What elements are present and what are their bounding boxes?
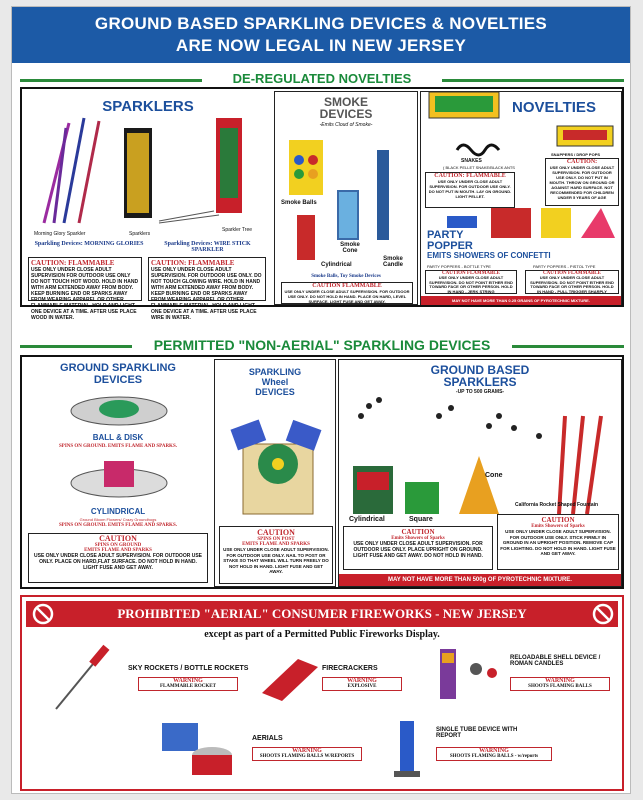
pp-caution-right <box>525 270 619 294</box>
reloadable-warning <box>510 677 610 691</box>
caution-title: CAUTION FLAMMABLE <box>543 271 601 276</box>
prohibited-title: PROHIBITED "AERIAL" CONSUMER FIREWORKS - NEW JERSEY <box>117 606 527 621</box>
firecrackers-warning <box>322 677 402 691</box>
party-sub: EMITS SHOWERS OF CONFETTI <box>427 251 551 260</box>
banner-line-2: ARE NOW LEGAL IN NEW JERSEY <box>175 36 467 55</box>
wheel-heading-3: DEVICES <box>255 387 295 397</box>
caution-title: CAUTION FLAMMABLE <box>442 271 500 276</box>
caution-sub: Emits Showers of Sparks <box>391 536 445 541</box>
wheel-panel <box>214 359 336 587</box>
no-sign-icon-left <box>32 603 54 625</box>
sparkler-label-morning: Morning Glory Sparkler <box>34 231 86 237</box>
single-tube-warning <box>436 747 552 761</box>
reloadable-label: RELOADABLE SHELL DEVICE / ROMAN CANDLES <box>510 655 601 667</box>
prohibited-section <box>20 595 624 791</box>
warning-title: WARNING <box>173 678 203 684</box>
sparkler-label-tree: Sparkler Tree <box>222 227 253 233</box>
gbs-heading-2: SPARKLERS <box>443 375 517 389</box>
caution-text: USE ONLY UNDER CLOSE ADULT SUPERVISION. FOR OUTDOOR USE ONLY. STICK FIRMLY IN GROUND IN AN UPRIGHT POSITION. REMOVE CAP FOR LIGHTING. DO NOT HOLD IN HAND. LIGHT FUSE AND GET AWAY. <box>500 529 616 556</box>
aerials-illustration <box>158 719 238 779</box>
warning-title: WARNING <box>347 678 377 684</box>
title-banner <box>12 7 630 63</box>
wheel-caution <box>219 526 333 584</box>
firecracker-illustration <box>258 653 322 703</box>
caution-text: USE ONLY UNDER CLOSE ADULT SUPERVISION FOR OUTDOOR USE ONLY DO NOT TOUCH HOT WOOD. HOLD IN HAND WITH ARM EXTENDED AWAY FROM BODY. KEEP BURNING END OR SPARKS AWAY FROM WEARING APPAREL OR OTHER FLAMMABLE MATERIAL. HOLD AND LIGHT ONE DEVICE AT A TIME. AFTER USE PLACE WOOD IN WATER. <box>31 267 139 321</box>
smoke-heading-1: SMOKE <box>323 95 368 109</box>
smoke-label-cone: Smoke Cone <box>340 242 360 254</box>
firecrackers-label: FIRECRACKERS <box>322 665 378 672</box>
caution-title: CAUTION: FLAMMABLE <box>151 259 235 267</box>
prohibited-sub: except as part of a Permitted Public Fireworks Display. <box>204 629 440 640</box>
sparkler-sub-right: Sparkling Devices: WIRE STICK SPARKLER <box>164 241 251 253</box>
gbs-illustration <box>339 396 623 516</box>
wheel-illustration <box>223 404 331 524</box>
no-sign-icon-right <box>592 603 614 625</box>
ground-heading-1: GROUND SPARKLING <box>60 362 176 374</box>
smoke-panel <box>274 91 418 305</box>
warning-text: FLAMMABLE ROCKET <box>160 684 216 689</box>
party-popper-illustration <box>441 202 621 242</box>
cyl-sub-2: SPINS ON GROUND. EMITS FLAME AND SPARKS. <box>59 523 177 528</box>
smoke-label-cylindrical: Cylindrical <box>321 262 352 268</box>
caution-title: CAUTION <box>401 528 435 536</box>
gbs-heading-1: GROUND BASED <box>430 363 530 377</box>
cyl-sub-1: Ground Bloom Flowers/ Crazy Groundhogs <box>79 517 157 522</box>
sparklers-heading: SPARKLERS <box>102 98 194 115</box>
warning-text: EXPLOSIVE <box>347 684 377 689</box>
wheel-heading-2: Wheel <box>261 377 289 387</box>
pp-left-label: PARTY POPPERS - BOTTLE TYPE <box>427 264 491 269</box>
dereg-section <box>20 87 624 321</box>
warning-text: SHOOTS FLAMING BALLS <box>528 684 592 689</box>
caution-title: CAUTION: <box>566 159 598 165</box>
novelties-panel <box>420 91 622 305</box>
sparkler-caution-right <box>148 257 266 321</box>
dereg-title: DE-REGULATED NOVELTIES <box>202 71 442 86</box>
novelties-heading: NOVELTIES <box>512 99 596 116</box>
warning-title: WARNING <box>545 678 575 684</box>
smoke-label-balls: Smoke Balls <box>281 200 317 206</box>
caution-title: CAUTION: FLAMMABLE <box>434 173 506 179</box>
sparklers-illustration <box>24 113 272 228</box>
permitted-title: PERMITTED "NON-AERIAL" SPARKLING DEVICES <box>132 337 512 353</box>
caution-text: USE ONLY UNDER CLOSE ADULT SUPERVISION. FOR OUTDOOR USE ONLY. DO NOT TOUCH GLOWING WIRE. HOLD IN HAND WITH ARM EXTENDED AWAY FROM BODY. KEEP BURNING END OR SPARKS AWAY FROM WEARING APPAREL OR OTHER FLAMMABLE MATERIAL. HOLD AND LIGHT ONE DEVICE AT A TIME. AFTER USE PLACE WIRE IN WATER. <box>151 267 262 321</box>
warning-title: WARNING <box>292 748 322 754</box>
sky-rocket-illustration <box>52 643 122 713</box>
snakes-label: SNAKES <box>461 158 482 164</box>
pp-right-label: PARTY POPPERS - PISTOL TYPE <box>533 264 596 269</box>
smoke-heading-2: DEVICES <box>319 107 373 121</box>
caution-title: CAUTION FLAMMABLE <box>312 283 382 289</box>
caution-sub: Emits Showers of Sparks <box>531 524 585 529</box>
caution-text: USE ONLY UNDER CLOSE ADULT SUPERVISION. FOR OUTDOOR USE ONLY. PLACE UPRIGHT ON GROUND. LIGHT FUSE AND GET AWAY. DO NOT HOLD IN HAND. <box>353 541 483 559</box>
caution-title: CAUTION: FLAMMABLE <box>31 259 115 267</box>
ball-sub: SPINS ON GROUND. EMITS FLAME AND SPARKS. <box>59 444 177 449</box>
caution-title: CAUTION <box>257 528 295 537</box>
pp-caution-left <box>425 270 517 294</box>
ground-caution <box>28 533 208 583</box>
sparkler-caution-left <box>28 257 142 321</box>
ground-panel <box>24 359 212 587</box>
caution-text: USE ONLY UNDER CLOSE ADULT SUPERVISION. FOR OUTDOOR USE ONLY. DO NOT HOLD IN HAND. PLACE ON HARD, LEVEL SURFACE. LIGHT FUSE AND GET AWAY. <box>284 289 410 304</box>
ground-heading-2: DEVICES <box>93 374 143 386</box>
single-tube-illustration <box>388 717 428 781</box>
permitted-section <box>20 355 624 589</box>
caution-text: USE ONLY UNDER CLOSE ADULT SUPERVISION. FOR OUTDOOR USE ONLY. DO NOT PUT IN MOUTH. LAY ON GROUND. LIGHT PELLET. <box>428 179 512 199</box>
caution-text: USE ONLY UNDER CLOSE ADULT SUPERVISION. FOR OUTDOOR USE ONLY. PLACE ON HARD,FLAT SURFACE. DO NOT HOLD IN HAND. LIGHT FUSE AND GET AWAY. <box>34 553 202 571</box>
warning-text: SHOOTS FLAMING BALLS W/REPORTS <box>259 754 355 759</box>
reloadable-illustration <box>436 643 506 703</box>
sparkler-label-sparklers: Sparklers <box>129 231 151 237</box>
sky-rockets-warning <box>138 677 238 691</box>
caution-text: USE ONLY UNDER CLOSE ADULT SUPERVISION. FOR OUTDOOR USE ONLY. DO NOT PUT IN MOUTH. THROW ON GROUND OR AGAINST HARD SURFACE. NOT RECOMMENDED FOR CHILDREN UNDER 5 YEARS OF AGE <box>549 165 615 200</box>
party-heading-1: PARTY <box>427 229 464 241</box>
cyl-label: CYLINDRICAL <box>90 507 146 516</box>
caution-text: USE ONLY UNDER CLOSE ADULT SUPERVISION. DO NOT POINT EITHER END TOWARD FACE OR OTHER PERSON. HOLD IN HAND - JERK STRING <box>429 275 513 294</box>
gbs-sub: -UP TO 500 GRAMS- <box>455 389 505 395</box>
prohibited-bar <box>26 601 618 627</box>
novelties-footer: MAY NOT HAVE MORE THAN 0.25 GRAINS OF PYROTECHNIC MIXTURE. <box>421 296 621 305</box>
snappers-label: SNAPPERS / DROP POPS <box>551 152 601 157</box>
warning-title: WARNING <box>479 748 509 754</box>
poster <box>11 6 631 794</box>
caution-title: CAUTION <box>99 534 137 543</box>
banner-line-1: GROUND BASED SPARKLING DEVICES & NOVELTIES <box>94 14 548 33</box>
caution-sub: SPINS ON POST <box>257 537 295 542</box>
aerials-warning <box>252 747 362 761</box>
ball-label: BALL & DISK <box>92 433 144 442</box>
snappers-caution <box>545 158 619 206</box>
gbs-label-square: Square <box>409 516 433 523</box>
gbs-label-california: California Rocket Shaped Fountain <box>515 502 599 508</box>
smoke-footer: Smoke Balls, Toy Smoke Devices <box>311 274 381 279</box>
gbs-label-cone: Cone <box>485 472 503 479</box>
gbs-footer: MAY NOT HAVE MORE THAN 500g OF PYROTECHNIC MIXTURE. <box>339 574 621 586</box>
caution-text: USE ONLY UNDER CLOSE ADULT SUPERVISION. DO NOT POINT EITHER END TOWARD FACE OR OTHER PERSON. HOLD IN HAND - PULL TRIGGER SHARPLY <box>530 275 614 294</box>
sky-rockets-label: SKY ROCKETS / BOTTLE ROCKETS <box>128 665 249 672</box>
snakes-sub: ( BLACK PELLET SNAKE/BLACK ANTS <box>443 165 515 170</box>
sparkler-sub-left: Sparkling Devices: MORNING GLORIES <box>34 241 144 247</box>
caution-sub-2: EMITS FLAME AND SPARKS <box>84 548 152 553</box>
smoke-illustration <box>275 130 419 260</box>
smoke-sub: -Emits Cloud of Smoke- <box>319 122 373 128</box>
warning-text: SHOOTS FLAMING BALLS - w/reports <box>449 754 539 759</box>
caution-sub-2: EMITS FLAME AND SPARKS <box>242 542 310 547</box>
smoke-label-candle: Smoke Candle <box>382 256 403 268</box>
cylindrical-illustration <box>64 453 174 503</box>
single-tube-label: SINGLE TUBE DEVICE WITH REPORT <box>436 727 518 739</box>
smoke-caution <box>281 282 413 304</box>
gbs-caution-left <box>343 526 493 570</box>
caution-text: USE ONLY UNDER CLOSE ADULT SUPERVISION. FOR OUTDOOR USE ONLY. NAIL TO POST OR STAKE SO THAT WHEEL WILL TURN FREELY DO NOT HOLD IN HAND. LIGHT FUSE AND GET AWAY. <box>223 547 329 574</box>
gbs-caution-right <box>497 514 619 570</box>
gbs-label-cylindrical: Cylindrical <box>349 516 385 523</box>
wheel-heading-1: SPARKLING <box>248 367 302 377</box>
caution-title: CAUTION <box>541 516 575 524</box>
gbs-panel <box>338 359 622 587</box>
aerials-label: AERIALS <box>252 735 283 742</box>
caution-sub: SPINS ON GROUND <box>94 543 142 548</box>
ball-disk-illustration <box>64 389 174 429</box>
party-heading-2: POPPER <box>427 240 473 252</box>
sparklers-panel <box>24 91 272 321</box>
